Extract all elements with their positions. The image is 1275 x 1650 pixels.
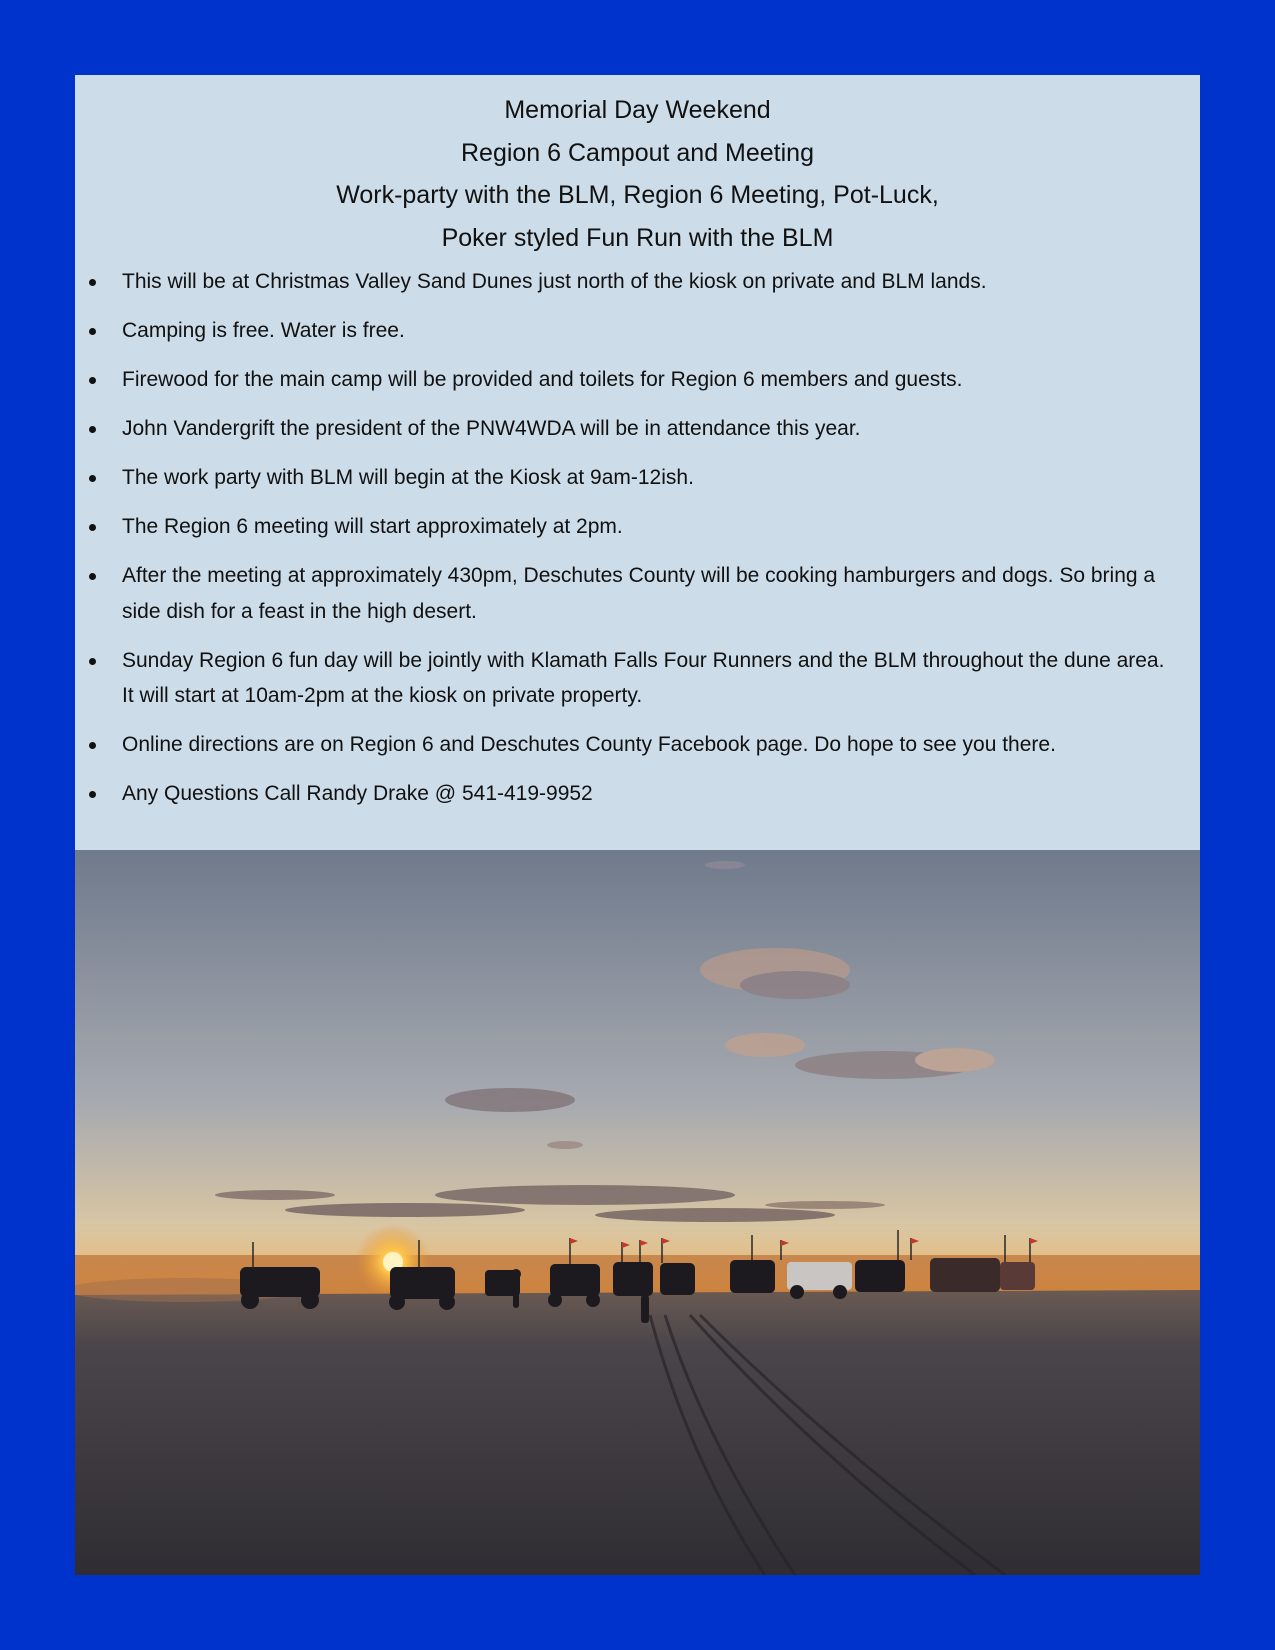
bullet-text: John Vandergrift the president of the PNW4WDA will be in attendance this year. [122, 417, 861, 440]
bullet-text: The work party with BLM will begin at the Kiosk at 9am-12ish. [122, 466, 694, 489]
bullet-dot-icon [89, 426, 96, 433]
bullet-text: This will be at Christmas Valley Sand Dunes just north of the kiosk on private and BLM lands. [122, 270, 987, 293]
bullet-item [75, 727, 1200, 763]
bullet-dot-icon [89, 791, 96, 798]
header-line-2: Region 6 Campout and Meeting [460, 138, 814, 167]
bullet-dot-icon [89, 475, 96, 482]
bullet-dot-icon [89, 328, 96, 335]
bullet-item [75, 460, 1200, 496]
bullet-item [75, 362, 1200, 398]
bullet-text: After the meeting at approximately 430pm, Deschutes County will be cooking hamburgers and dogs. So bring a side dish for a feast in the high desert. [122, 564, 1156, 623]
bullet-text: The Region 6 meeting will start approximately at 2pm. [122, 515, 623, 538]
bullet-item [75, 776, 1200, 812]
flyer-page [75, 75, 1200, 1575]
bullet-item [75, 643, 1200, 714]
info-bullet-list [75, 264, 1200, 825]
text-panel [75, 75, 1200, 850]
bullet-dot-icon [89, 377, 96, 384]
bullet-dot-icon [89, 524, 96, 531]
bullet-text: Firewood for the main camp will be provided and toilets for Region 6 members and guests. [122, 368, 963, 391]
sunset-dunes-photo [75, 850, 1200, 1575]
flyer-header [75, 75, 1200, 259]
bullet-item [75, 411, 1200, 447]
header-line-1: Memorial Day Weekend [504, 96, 771, 124]
bullet-item [75, 313, 1200, 349]
bullet-item [75, 509, 1200, 545]
bullet-text: Camping is free. Water is free. [122, 319, 405, 342]
bullet-dot-icon [89, 742, 96, 749]
bullet-text: Sunday Region 6 fun day will be jointly with Klamath Falls Four Runners and the BLM throughout the dune area. It will start at 10am-2pm at the kiosk on private property. [122, 648, 1165, 707]
photo-illustration [75, 850, 1200, 1575]
header-line-4: Poker styled Fun Run with the BLM [441, 223, 834, 252]
header-line-3: Work-party with the BLM, Region 6 Meeting, Pot-Luck, [336, 181, 939, 209]
bullet-item [75, 558, 1200, 629]
bullet-text: Any Questions Call Randy Drake @ 541-419-9952 [122, 782, 593, 805]
bullet-text: Online directions are on Region 6 and Deschutes County Facebook page. Do hope to see you there. [122, 733, 1056, 756]
bullet-dot-icon [89, 279, 96, 286]
bullet-dot-icon [89, 573, 96, 580]
sand-dunes [75, 1290, 1200, 1575]
bullet-dot-icon [89, 658, 96, 665]
bullet-item [75, 264, 1200, 300]
